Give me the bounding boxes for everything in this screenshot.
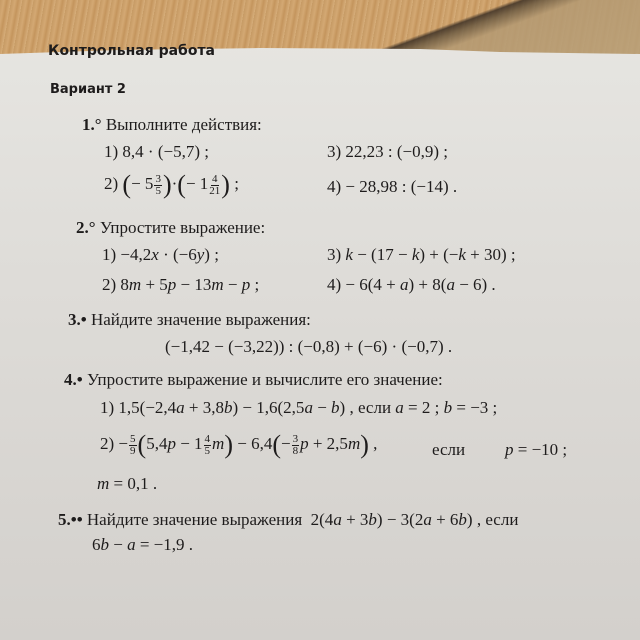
task-2-item-2: 2) 8m + 5p − 13m − p ; (102, 275, 260, 294)
task-number: 3.• (68, 310, 87, 329)
task-4-item-1: 1) 1,5(−2,4a + 3,8b) − 1,6(2,5a − b) , если a = 2 ; b = −3 ; (100, 398, 498, 417)
task-3-expression: (−1,42 − (−3,22)) : (−0,8) + (−6) · (−0,7) . (165, 337, 453, 356)
expression: 8m + 5p − 13m − p ; (120, 275, 260, 294)
task-1-item-2: 2) (− 5 $\frac{3}{5}$ )·(− 1 $\frac{4}{21}$ ) ; (104, 170, 239, 199)
task-4-header (64, 370, 443, 390)
task-4-condition-m: m = 0,1 . (97, 474, 158, 493)
task-heading: Найдите значение выражения (86, 510, 303, 529)
expression: − 6(4 + a) + 8(a − 6) . (345, 275, 496, 294)
expression: − $\frac{5}{9}$ (5,4p − 1 $\frac{4}{5}$ m) − 6,4(− $\frac{3}{8}$ p + 2,5m) , (118, 430, 378, 459)
task-5-condition: 6b − a = −1,9 . (92, 535, 194, 554)
task-3-header (68, 310, 311, 330)
expression: 8,4 · (−5,7) ; (122, 142, 209, 161)
task-number: 4.• (64, 370, 83, 389)
task-1-item-1: 1) 8,4 · (−5,7) ; (104, 142, 209, 161)
expression: − 28,98 : (−14) . (345, 177, 458, 196)
task-1-item-3: 3) 22,23 : (−0,9) ; (327, 142, 449, 161)
task-1-header (82, 115, 262, 135)
task-2-header (76, 218, 265, 238)
task-heading: Упростите выражение и вычислите его значение: (86, 370, 443, 389)
expression: k − (17 − k) + (−k + 30) ; (345, 245, 516, 264)
task-4-item-2: 2) − $\frac{5}{9}$ (5,4p − 1 $\frac{4}{5}$ m) − 6,4(− $\frac{3}{8}$ p + 2,5m) , (100, 430, 378, 459)
task-heading: Выполните действия: (105, 115, 262, 134)
task-4-condition-p: p = −10 ; (505, 440, 568, 459)
task-heading: Упростите выражение: (99, 218, 266, 237)
task-number: 5.•• (58, 510, 83, 529)
task-2-item-3: 3) k − (17 − k) + (−k + 30) ; (327, 245, 516, 264)
variant-label: Вариант 2 (50, 82, 126, 97)
task-2-item-4: 4) − 6(4 + a) + 8(a − 6) . (327, 275, 496, 294)
task-5-header (58, 510, 518, 530)
document-title: Контрольная работа (48, 43, 216, 59)
expression: −4,2x · (−6y) ; (120, 245, 219, 264)
task-heading: Найдите значение выражения: (90, 310, 311, 329)
task-2-item-1: 1) −4,2x · (−6y) ; (102, 245, 219, 264)
task-5-expression: 2(4a + 3b) − 3(2a + 6b) , если (306, 510, 519, 529)
expression: 22,23 : (−0,9) ; (345, 142, 449, 161)
task-1-item-4: 4) − 28,98 : (−14) . (327, 177, 458, 196)
task-number: 2.° (76, 218, 96, 237)
task-number: 1.° (82, 115, 102, 134)
task-4-condition-word: если (432, 440, 466, 459)
expression: 1,5(−2,4a + 3,8b) − 1,6(2,5a − b) , если a = 2 ; b = −3 ; (118, 398, 498, 417)
expression: (− 5 $\frac{3}{5}$ )·(− 1 $\frac{4}{21}$ ) ; (122, 170, 239, 199)
